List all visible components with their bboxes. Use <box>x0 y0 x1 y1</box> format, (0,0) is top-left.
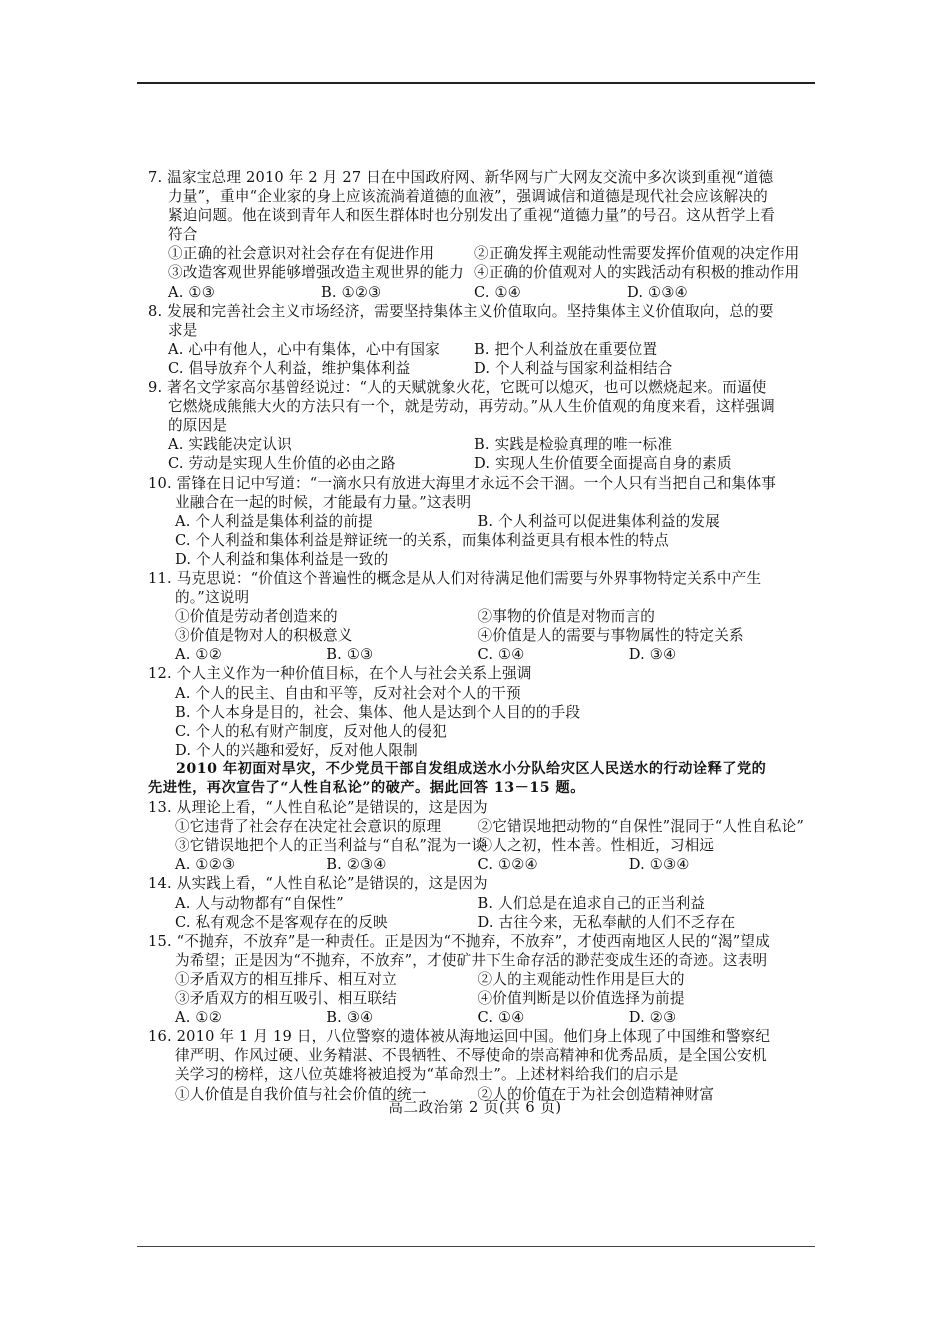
option-row <box>175 626 780 645</box>
material-intro: 2010 年初面对旱灾，不少党员干部自发组成送水小分队给灾区人民送水的行动诠释了党的先进性，再次宣告了“人性自私论”的破产。据此回答 13－15 题。 <box>148 760 767 796</box>
question-stem: 8. 发展和完善社会主义市场经济，需要坚持集体主义价值取向。坚持集体主义价值取向，总的要求是 <box>148 302 774 339</box>
option-item: C. 个人利益和集体利益是辩证统一的关系，而集体利益更具有根本性的特点 <box>175 531 669 549</box>
option-row <box>175 741 780 760</box>
option-item: ④价值判断是以价值选择为前提 <box>477 990 685 1008</box>
option-row <box>175 817 805 836</box>
question <box>148 474 780 569</box>
option-row <box>175 703 780 722</box>
option-item: C. ①④ <box>477 1009 525 1027</box>
option-item: ①正确的社会意识对社会存在有促进作用 <box>168 245 435 263</box>
option-row <box>175 512 780 531</box>
option-row <box>175 855 780 874</box>
option-item: B. ③④ <box>326 1009 374 1027</box>
option-row <box>175 894 780 913</box>
question <box>148 664 780 759</box>
question-stem: 16. 2010 年 1 月 19 日，八位警察的遗体被从海地运回中国。他们身上体现了中国维和警察纪律严明、作风过硬、业务精湛、不畏牺牲、不辱使命的崇高精神和优秀品质，是全国公安机关学习的榜样，这八位英雄将被追授为“革命烈士”。上述材料给我们的启示是 <box>148 1028 771 1084</box>
option-item: ①矛盾双方的相互排斥、相互对立 <box>175 970 397 988</box>
option-item: B. 实践是检验真理的唯一标准 <box>474 436 673 454</box>
option-item: A. 个人的民主、自由和平等，反对社会对个人的干预 <box>175 684 521 702</box>
option-item: C. 个人的私有财产制度，反对他人的侵犯 <box>175 722 448 740</box>
question-stem: 9. 著名文学家高尔基曾经说过：“人的天赋就象火花，它既可以熄灭，也可以燃烧起来。而逼使它燃烧成熊熊大火的方法只有一个，就是劳动，再劳动。”从人生价值观的角度来看，这样强调的原因是 <box>148 379 775 435</box>
option-item: ②事物的价值是对物而言的 <box>477 608 656 626</box>
option-item: ①人价值是自我价值与社会价值的统一 <box>175 1085 427 1103</box>
option-item: A. 实践能决定认识 <box>168 436 292 454</box>
question <box>148 1027 780 1103</box>
option-block <box>148 340 780 378</box>
option-item: D. 实现人生价值要全面提高自身的素质 <box>474 455 732 473</box>
top-rule <box>137 82 815 84</box>
option-row <box>168 359 780 378</box>
option-row <box>175 531 780 550</box>
option-row <box>175 550 780 569</box>
option-item: C. ①②④ <box>477 856 538 874</box>
option-block <box>148 684 780 760</box>
option-item: D. ①③④ <box>628 856 690 874</box>
question <box>148 932 780 1027</box>
option-item: ②人的价值在于为社会创造精神财富 <box>477 1085 715 1103</box>
option-row <box>175 684 780 703</box>
option-item: D. ①③④ <box>627 283 688 301</box>
option-item: A. 心中有他人，心中有集体，心中有国家 <box>168 340 440 358</box>
option-block <box>148 435 780 473</box>
question-stem: 15. “不抛弃，不放弃”是一种责任。正是因为“不抛弃，不放弃”，才使西南地区人民的“渴”望成为希望；正是因为“不抛弃，不放弃”，才使矿井下生命存活的渺茫变成生还的奇迹。这表明 <box>148 932 770 969</box>
option-item: ④正确的价值观对人的实践活动有积极的推动作用 <box>474 264 800 282</box>
option-item: D. ③④ <box>628 646 677 664</box>
option-item: C. 倡导放弃个人利益，维护集体利益 <box>168 359 411 377</box>
exam-content <box>148 168 805 1104</box>
option-item: C. 劳动是实现人生价值的必由之路 <box>168 455 396 473</box>
question-group-b <box>148 798 805 1104</box>
question-stem: 12. 个人主义作为一种价值目标，在个人与社会关系上强调 <box>148 665 532 683</box>
option-item: C. ①④ <box>474 283 522 301</box>
option-item: A. ①② <box>175 1009 222 1027</box>
option-block <box>148 512 780 569</box>
option-row <box>175 1008 780 1027</box>
option-item: B. 人们总是在追求自己的正当利益 <box>477 894 706 912</box>
question <box>148 378 780 473</box>
option-item: ③它错误地把个人的正当利益与“自私”混为一谈 <box>175 837 487 855</box>
question <box>148 168 800 302</box>
option-item: ④人之初，性本善。性相近，习相远 <box>477 837 715 855</box>
question-stem: 7. 温家宝总理 2010 年 2 月 27 日在中国政府网、新华网与广大网友交流中多次谈到重视“道德力量”，重申“企业家的身上应该流淌着道德的血液”，强调诚信和道德是现代社会应该解决的紧迫问题。他在谈到青年人和医生群体时也分别发出了重视“道德力量”的号召。这从哲学上看符合 <box>148 169 776 244</box>
option-item: B. ②③④ <box>326 856 387 874</box>
option-item: A. 人与动物都有“自保性” <box>175 894 344 912</box>
option-item: B. ①②③ <box>321 283 382 301</box>
option-item: D. 个人利益和集体利益是一致的 <box>175 550 389 568</box>
option-item: B. 个人利益可以促进集体利益的发展 <box>477 512 721 530</box>
option-item: ③改造客观世界能够增强改造主观世界的能力 <box>168 264 464 282</box>
option-item: ①它违背了社会存在决定社会意识的原理 <box>175 818 442 836</box>
option-row <box>175 722 780 741</box>
option-row <box>168 454 780 473</box>
option-block <box>148 607 780 664</box>
option-row <box>168 435 780 454</box>
question-group-a <box>148 168 800 760</box>
option-block <box>148 817 805 874</box>
option-block <box>148 244 800 301</box>
option-item: ②正确发挥主观能动性需要发挥价值观的决定作用 <box>474 245 800 263</box>
option-item: ③价值是物对人的积极意义 <box>175 627 353 645</box>
option-row <box>175 989 780 1008</box>
option-row <box>168 340 780 359</box>
option-item: B. 个人本身是目的，社会、集体、他人是达到个人目的的手段 <box>175 703 581 721</box>
bottom-rule <box>137 1246 815 1247</box>
option-item: D. 个人利益与国家利益相结合 <box>474 359 673 377</box>
option-row <box>175 645 780 664</box>
option-row <box>168 283 780 302</box>
question <box>148 569 780 664</box>
option-item: A. ①③ <box>168 283 215 301</box>
option-item: ③矛盾双方的相互吸引、相互联结 <box>175 990 397 1008</box>
option-row <box>175 607 780 626</box>
option-item: B. 把个人利益放在重要位置 <box>474 340 658 358</box>
question-stem: 10. 雷锋在日记中写道：“一滴水只有放进大海里才永远不会干涸。一个人只有当把自己和集体事业融合在一起的时候，才能最有力量。”这表明 <box>148 474 777 511</box>
page-footer: 高二政治第 2 页(共 6 页) <box>388 1099 562 1116</box>
option-row <box>175 836 780 855</box>
option-item: A. 个人利益是集体利益的前提 <box>175 512 373 530</box>
option-item: C. ①④ <box>477 646 525 664</box>
option-item: D. 古往今来，无私奉献的人们不乏存在 <box>477 913 736 931</box>
question <box>148 302 780 378</box>
question <box>148 798 805 874</box>
question-stem: 13. 从理论上看，“人性自私论”是错误的，这是因为 <box>148 799 488 817</box>
option-item: ①价值是劳动者创造来的 <box>175 608 338 626</box>
option-item: D. 个人的兴趣和爱好，反对他人限制 <box>175 741 418 759</box>
question-stem: 14. 从实践上看，“人性自私论”是错误的，这是因为 <box>148 875 488 893</box>
option-item: ④价值是人的需要与事物属性的特定关系 <box>477 627 744 645</box>
question <box>148 874 780 931</box>
option-item: A. ①② <box>175 646 222 664</box>
option-item: D. ②③ <box>628 1009 677 1027</box>
option-item: ②人的主观能动性作用是巨大的 <box>477 970 685 988</box>
option-block <box>148 894 780 932</box>
option-item: A. ①②③ <box>175 856 236 874</box>
option-row <box>175 913 780 932</box>
option-item: ②它错误地把动物的“自保性”混同于“人性自私论” <box>477 818 805 836</box>
option-row <box>168 244 800 263</box>
question-stem: 11. 马克思说：“价值这个普遍性的概念是从人们对待满足他们需要与外界事物特定关系中产生的。”这说明 <box>148 569 762 607</box>
option-row <box>175 970 780 989</box>
option-item: C. 私有观念不是客观存在的反映 <box>175 913 388 931</box>
option-item: B. ①③ <box>326 646 374 664</box>
option-block <box>148 970 780 1027</box>
option-row <box>168 263 800 282</box>
